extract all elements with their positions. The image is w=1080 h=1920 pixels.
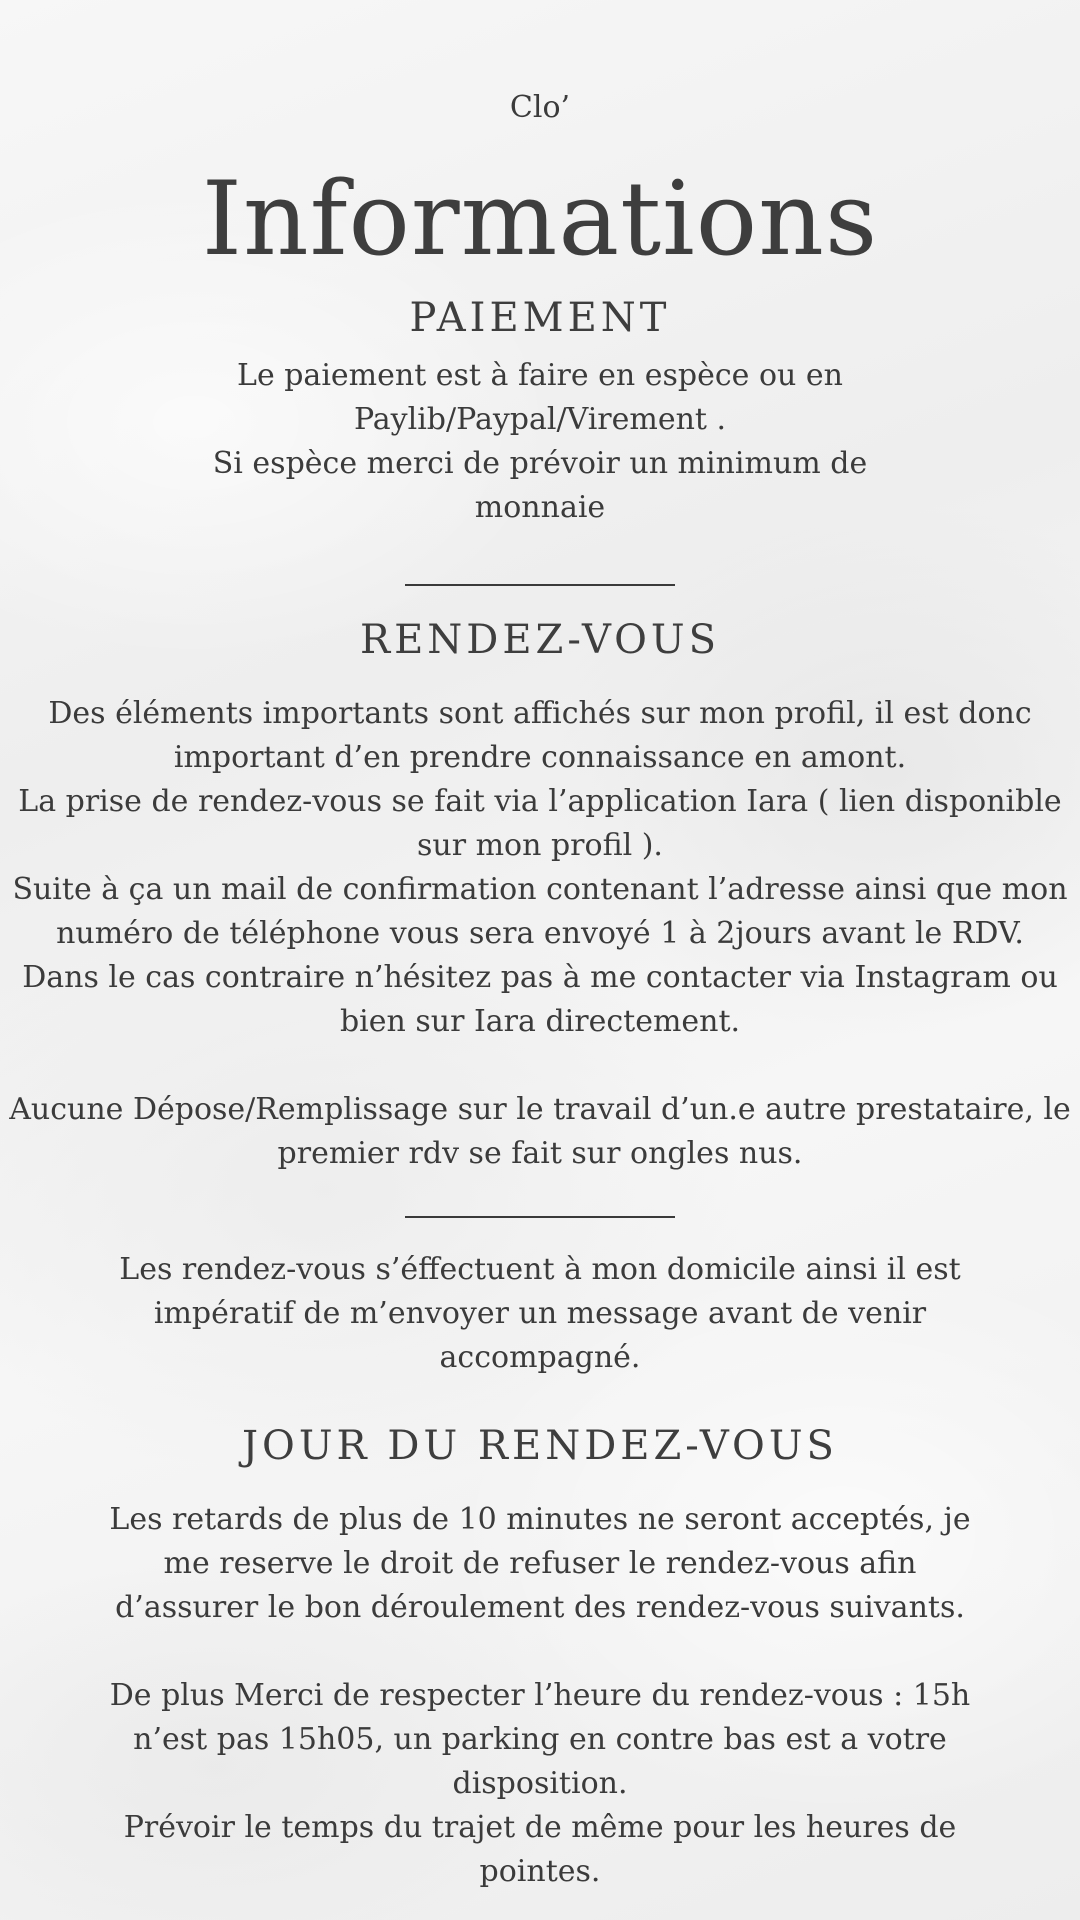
section-heading-paiement: PAIEMENT [409,295,671,341]
paragraph-gap [0,1630,1080,1674]
jour-line: me reserve le droit de refuser le rendez-vous afin [163,1546,917,1581]
paragraph-gap [0,1044,1080,1088]
rendez-vous-line: numéro de téléphone vous sera envoyé 1 à 2jours avant le RDV. [56,916,1024,951]
jour-line: d’assurer le bon déroulement des rendez-vous suivants. [115,1590,965,1625]
rendez-vous-line: Dans le cas contraire n’hésitez pas à me contacter via Instagram ou [22,960,1058,995]
domicile-text [0,1248,1080,1380]
rendez-vous-text [0,692,1080,1176]
rendez-vous-line: La prise de rendez-vous se fait via l’application Iara ( lien disponible [18,784,1062,819]
domicile-line: accompagné. [439,1340,641,1375]
rendez-vous-line: Des éléments importants sont affichés sur mon profil, il est donc [48,696,1032,731]
domicile-line: Les rendez-vous s’éffectuent à mon domicile ainsi il est [119,1252,961,1287]
section-heading-jour-du-rendez-vous: JOUR DU RENDEZ-VOUS [242,1423,838,1469]
domicile-line: impératif de m’envoyer un message avant de venir [153,1296,927,1331]
rendez-vous-line: important d’en prendre connaissance en amont. [173,740,907,775]
rendez-vous-line: sur mon profil ). [417,828,663,863]
jour-line: Prévoir le temps du trajet de même pour les heures de [123,1810,957,1845]
divider [405,1216,675,1218]
jour-line: pointes. [479,1854,601,1889]
paiement-line: monnaie [474,490,606,525]
rendez-vous-note-line: premier rdv se fait sur ongles nus. [277,1136,803,1171]
jour-line: Les retards de plus de 10 minutes ne seront acceptés, je [109,1502,971,1537]
section-heading-rendez-vous: RENDEZ-VOUS [359,617,721,663]
rendez-vous-line: bien sur Iara directement. [339,1004,741,1039]
brand-name: Clo’ [509,90,571,125]
rendez-vous-note-line: Aucune Dépose/Remplissage sur le travail d’un.e autre prestataire, le [9,1092,1071,1127]
jour-line: disposition. [452,1766,628,1801]
paiement-line: Paylib/Paypal/Virement . [353,402,727,437]
jour-text [0,1498,1080,1894]
page-title: Informations [201,160,879,279]
rendez-vous-line: Suite à ça un mail de confirmation contenant l’adresse ainsi que mon [12,872,1068,907]
divider [405,584,675,586]
paiement-text [0,354,1080,530]
jour-line: De plus Merci de respecter l’heure du rendez-vous : 15h [109,1678,971,1713]
paiement-line: Si espèce merci de prévoir un minimum de [212,446,868,481]
paiement-line: Le paiement est à faire en espèce ou en [237,358,843,393]
jour-line: n’est pas 15h05, un parking en contre bas est a votre [133,1722,947,1757]
